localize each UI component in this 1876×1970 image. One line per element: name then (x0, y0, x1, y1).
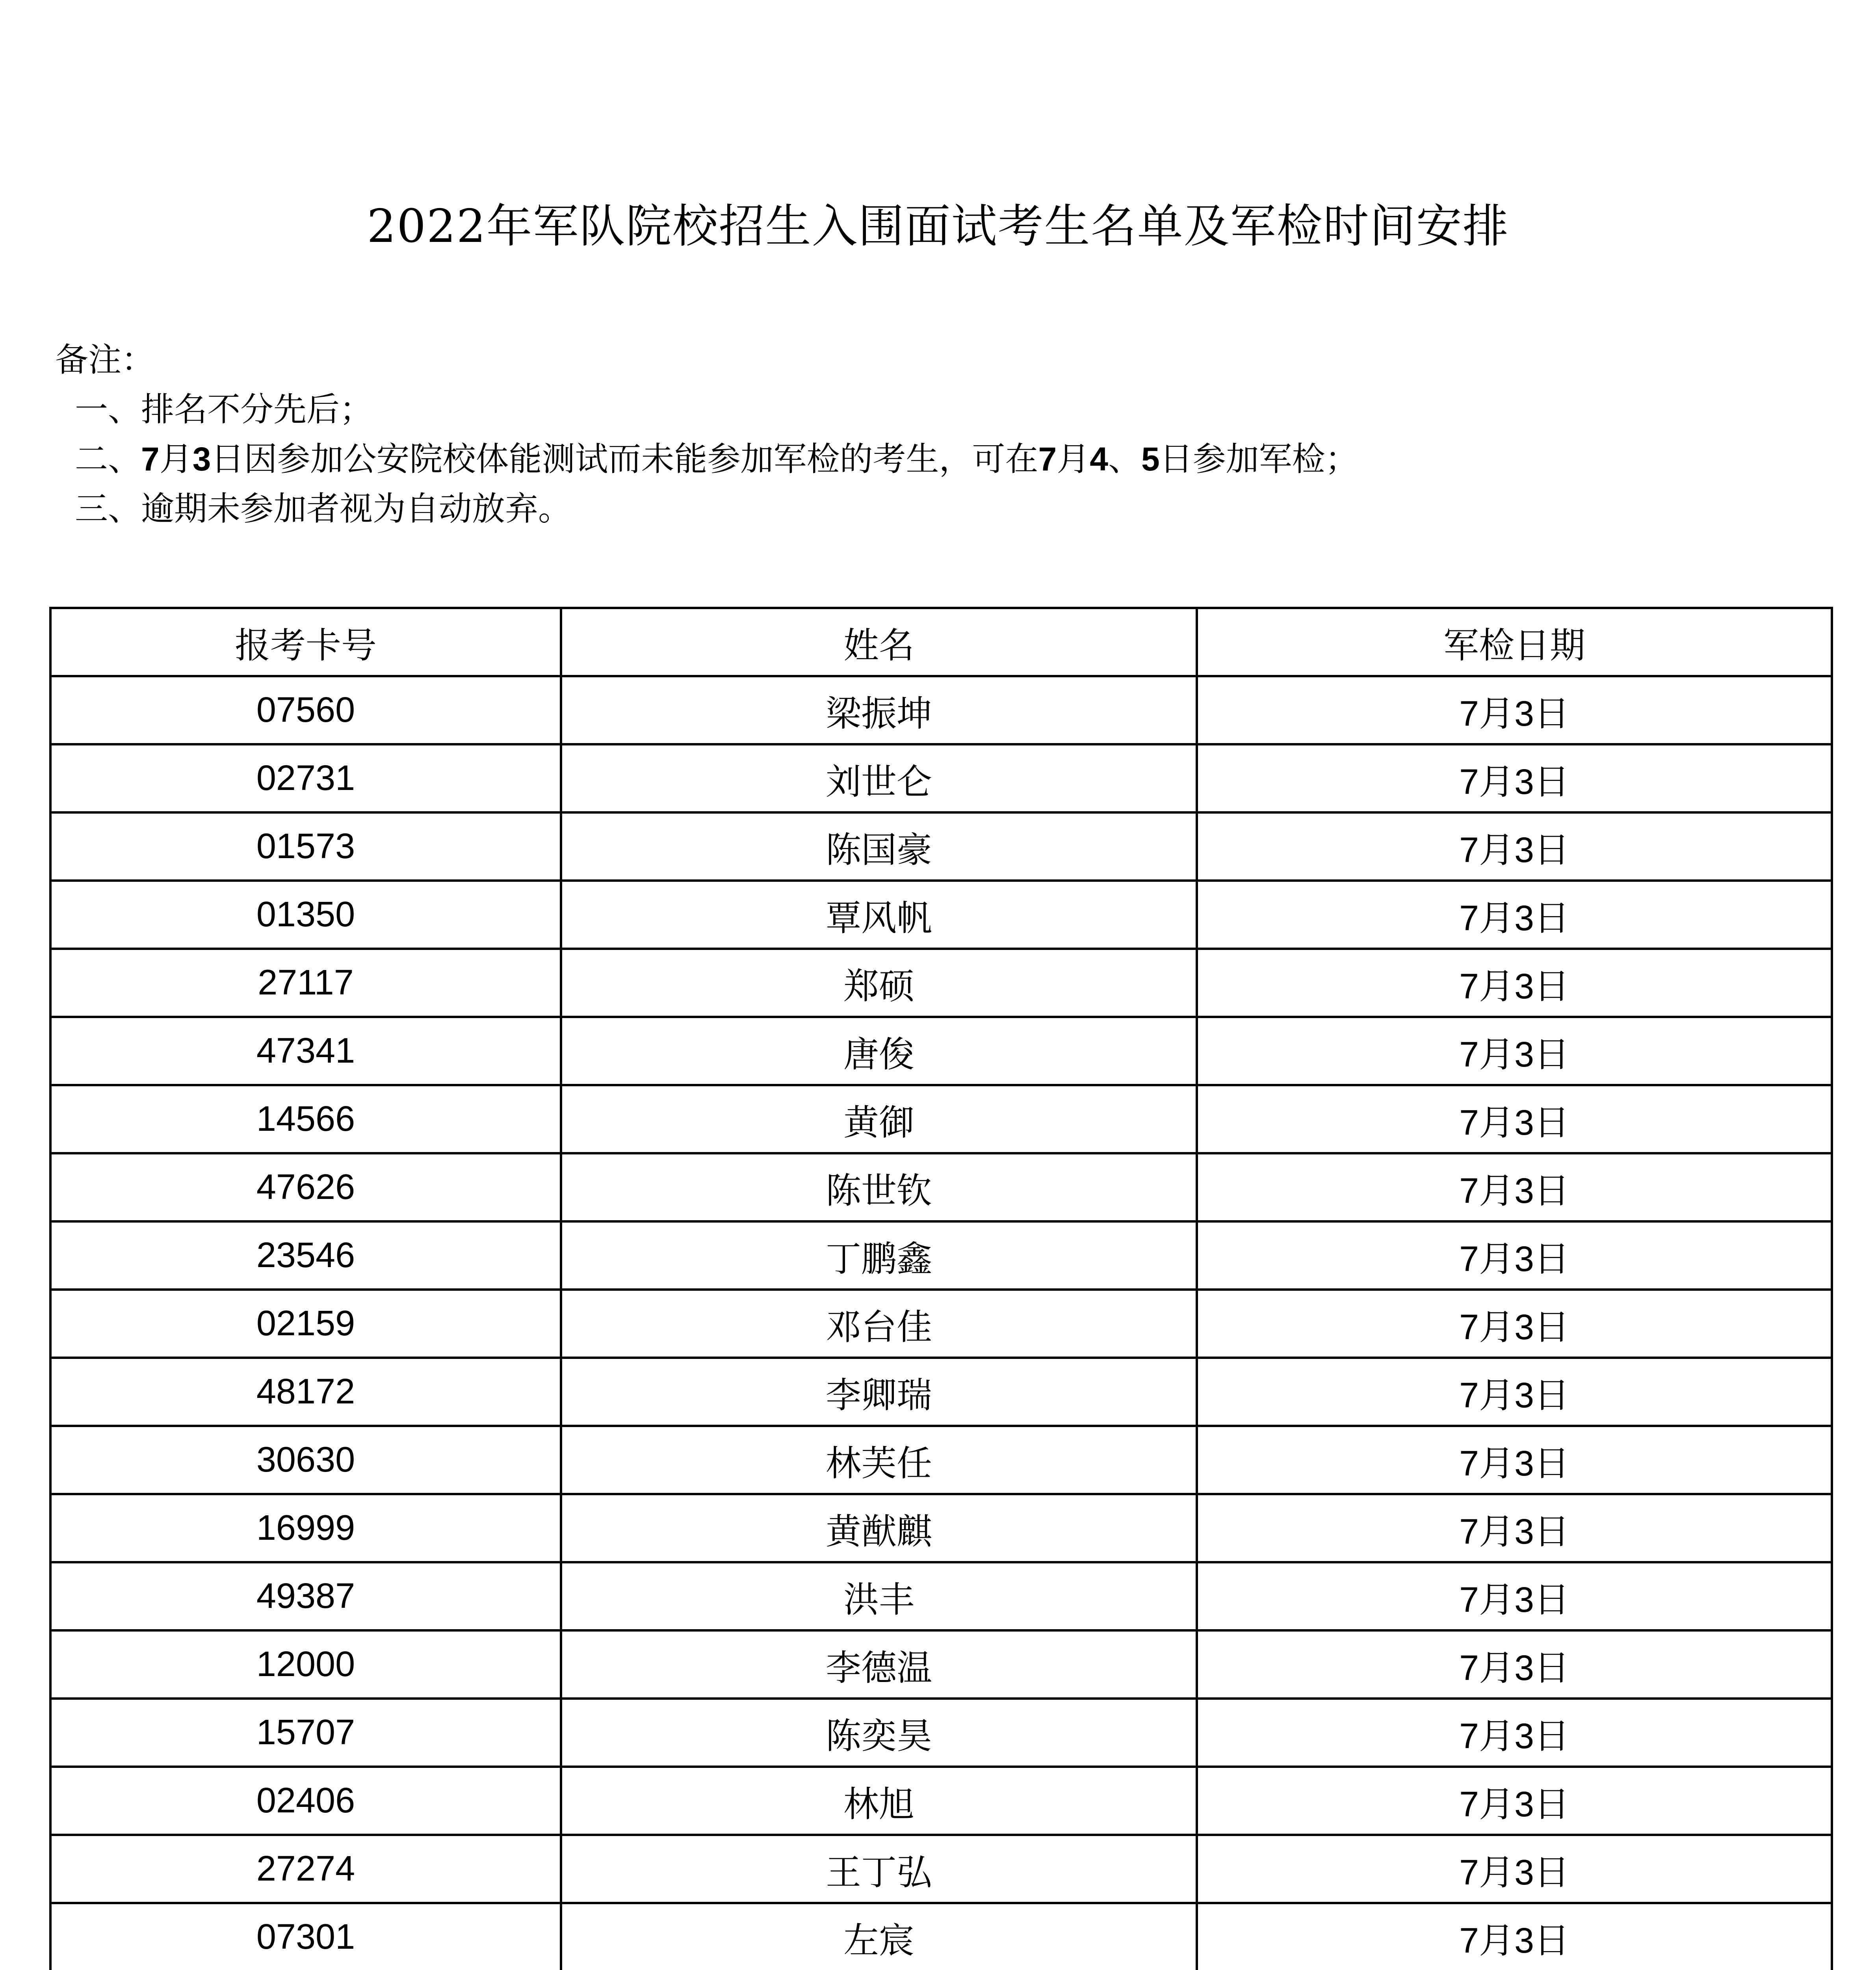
cell-check-date: 7月3日 (1197, 1290, 1832, 1358)
note-item-2 (55, 434, 1358, 484)
cell-check-date: 7月3日 (1197, 812, 1832, 881)
cell-check-date: 7月3日 (1197, 744, 1832, 812)
table-header-row (50, 608, 1832, 676)
cell-name: 黄御 (561, 1085, 1197, 1153)
note-item-2-part: 月 (1057, 440, 1090, 478)
notes-section (55, 335, 1358, 533)
cell-name: 陈奕昊 (561, 1699, 1197, 1767)
cell-card-number: 27117 (50, 949, 561, 1017)
table-row (50, 744, 1832, 812)
cell-card-number: 01573 (50, 812, 561, 881)
cell-name: 梁振坤 (561, 676, 1197, 744)
note-item-3: 三、逾期未参加者视为自动放弃。 (75, 489, 572, 528)
header-card-number: 报考卡号 (50, 608, 561, 676)
table-row (50, 881, 1832, 949)
cell-name: 刘世仑 (561, 744, 1197, 812)
cell-check-date: 7月3日 (1197, 1835, 1832, 1903)
cell-name: 林旭 (561, 1767, 1197, 1835)
cell-check-date: 7月3日 (1197, 1085, 1832, 1153)
cell-check-date: 7月3日 (1197, 676, 1832, 744)
cell-card-number: 30630 (50, 1426, 561, 1494)
cell-check-date: 7月3日 (1197, 1426, 1832, 1494)
note-item-2-number: 3 (192, 440, 211, 478)
cell-card-number: 23546 (50, 1221, 561, 1290)
cell-check-date: 7月3日 (1197, 1630, 1832, 1699)
cell-name: 陈国豪 (561, 812, 1197, 881)
header-name: 姓名 (561, 608, 1197, 676)
table-row (50, 1903, 1832, 1970)
cell-check-date: 7月3日 (1197, 949, 1832, 1017)
note-item-1: 一、排名不分先后； (75, 390, 373, 429)
cell-name: 李卿瑞 (561, 1358, 1197, 1426)
cell-name: 黄猷麒 (561, 1494, 1197, 1562)
cell-card-number: 47341 (50, 1017, 561, 1085)
cell-card-number: 02406 (50, 1767, 561, 1835)
table-row (50, 676, 1832, 744)
cell-card-number: 01350 (50, 881, 561, 949)
cell-name: 左宸 (561, 1903, 1197, 1970)
cell-check-date: 7月3日 (1197, 1494, 1832, 1562)
cell-check-date: 7月3日 (1197, 1221, 1832, 1290)
cell-check-date: 7月3日 (1197, 1358, 1832, 1426)
cell-card-number: 12000 (50, 1630, 561, 1699)
table-row (50, 1426, 1832, 1494)
table-row (50, 1017, 1832, 1085)
cell-name: 洪丰 (561, 1562, 1197, 1630)
cell-check-date: 7月3日 (1197, 881, 1832, 949)
note-item-2-number: 7 (1038, 440, 1057, 478)
note-item-2-part: 日因参加公安院校体能测试而未能参加军检的考生，可在 (211, 440, 1038, 478)
cell-check-date: 7月3日 (1197, 1562, 1832, 1630)
table-body (50, 676, 1832, 1970)
note-item-2-number: 7 (141, 440, 160, 478)
table-row (50, 812, 1832, 881)
table-row (50, 1085, 1832, 1153)
table-row (50, 1630, 1832, 1699)
note-item-2-part: 二、 (75, 440, 141, 478)
cell-check-date: 7月3日 (1197, 1767, 1832, 1835)
cell-card-number: 02731 (50, 744, 561, 812)
cell-name: 覃风帆 (561, 881, 1197, 949)
cell-card-number: 02159 (50, 1290, 561, 1358)
cell-name: 邓台佳 (561, 1290, 1197, 1358)
table-row (50, 1835, 1832, 1903)
header-check-date: 军检日期 (1197, 608, 1832, 676)
note-item-2-part: 、 (1108, 440, 1141, 478)
note-item-2-part: 日参加军检； (1159, 440, 1358, 478)
cell-check-date: 7月3日 (1197, 1903, 1832, 1970)
candidate-table (49, 607, 1833, 1970)
table-row (50, 1699, 1832, 1767)
cell-card-number: 14566 (50, 1085, 561, 1153)
cell-card-number: 15707 (50, 1699, 561, 1767)
table-row (50, 1358, 1832, 1426)
notes-heading: 备注： (55, 340, 155, 379)
cell-name: 陈世钦 (561, 1153, 1197, 1221)
table-row (50, 1494, 1832, 1562)
note-item-2-number: 5 (1141, 440, 1160, 478)
cell-card-number: 07301 (50, 1903, 561, 1970)
cell-card-number: 48172 (50, 1358, 561, 1426)
cell-check-date: 7月3日 (1197, 1153, 1832, 1221)
cell-name: 郑硕 (561, 949, 1197, 1017)
table-row (50, 1153, 1832, 1221)
cell-name: 李德温 (561, 1630, 1197, 1699)
cell-check-date: 7月3日 (1197, 1699, 1832, 1767)
cell-card-number: 27274 (50, 1835, 561, 1903)
table-row (50, 1221, 1832, 1290)
cell-name: 唐俊 (561, 1017, 1197, 1085)
table-row (50, 1562, 1832, 1630)
cell-card-number: 47626 (50, 1153, 561, 1221)
cell-card-number: 49387 (50, 1562, 561, 1630)
cell-check-date: 7月3日 (1197, 1017, 1832, 1085)
table-row (50, 949, 1832, 1017)
document-title: 2022年军队院校招生入围面试考生名单及军检时间安排 (367, 200, 1509, 253)
cell-card-number: 07560 (50, 676, 561, 744)
table-row (50, 1767, 1832, 1835)
note-item-2-part: 月 (159, 440, 193, 478)
cell-name: 王丁弘 (561, 1835, 1197, 1903)
table-row (50, 1290, 1832, 1358)
note-item-2-number: 4 (1090, 440, 1108, 478)
cell-name: 丁鹏鑫 (561, 1221, 1197, 1290)
cell-card-number: 16999 (50, 1494, 561, 1562)
cell-name: 林芙任 (561, 1426, 1197, 1494)
